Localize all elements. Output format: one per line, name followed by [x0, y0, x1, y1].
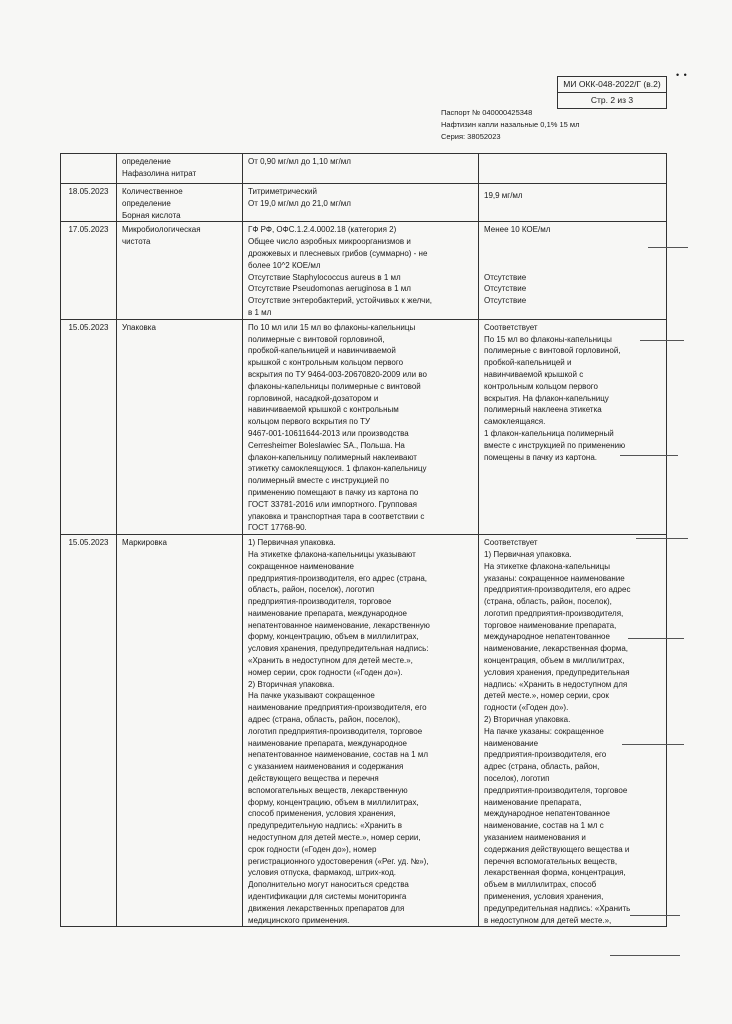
result-cell-line	[484, 236, 661, 248]
result-cell-line: Соответствует	[484, 322, 538, 332]
specification-cell	[243, 319, 479, 534]
test-name-cell	[117, 184, 243, 222]
result-cell-line: предприятия-производителя, торговое	[484, 785, 628, 795]
result-cell-line: контрольным кольцом первого	[484, 381, 598, 391]
table-row	[61, 184, 667, 222]
specification-cell-line: упаковка и транспортная тара в соответствии с	[248, 511, 425, 521]
scan-streak	[610, 955, 680, 956]
page-number: Стр. 2 из 3	[558, 92, 666, 108]
specification-cell-line: недоступном для детей месте.», номер серии,	[248, 833, 421, 843]
specification-cell-line: 1) Первичная упаковка.	[248, 538, 336, 548]
specification-cell-line: Дополнительно могут наноситься средства	[248, 880, 409, 890]
table-row	[61, 154, 667, 184]
result-cell-line	[484, 260, 661, 272]
test-name-cell	[117, 154, 243, 184]
specification-cell	[243, 184, 479, 222]
result-cell	[479, 222, 667, 319]
test-name-cell-line: Нафазолина нитрат	[122, 168, 197, 178]
result-cell-line: содержания действующего вещества и	[484, 844, 630, 854]
specification-cell-line: номер серии, срок годности («Годен до»).	[248, 667, 403, 677]
specification-cell-line: способ применения, условия хранения,	[248, 809, 396, 819]
scan-streak	[628, 638, 684, 639]
scan-streak	[648, 247, 688, 248]
passport-number: Паспорт № 040000425348	[441, 108, 533, 117]
result-cell-line: наименование препарата,	[484, 797, 582, 807]
test-name-cell-line: чистота	[122, 237, 151, 247]
result-cell-line: Отсутствие	[484, 296, 527, 306]
specification-cell-line: медицинского применения.	[248, 915, 350, 925]
result-cell-line: По 15 мл во флаконы-капельницы	[484, 334, 612, 344]
specification-cell-line: флаконы-капельницы полимерные с винтовой	[248, 381, 421, 391]
date-cell: 18.05.2023	[61, 184, 117, 222]
specification-cell-line: На этикетке флакона-капельницы указывают	[248, 549, 416, 559]
result-cell-line: предупредительная надпись: «Хранить	[484, 903, 631, 913]
specification-cell-line: ГФ РФ, ОФС.1.2.4.0002.18 (категория 2)	[248, 225, 397, 235]
result-cell-line: Отсутствие	[484, 284, 527, 294]
document-code-box	[557, 76, 667, 109]
specification-cell-line: в 1 мл	[248, 307, 272, 317]
scan-streak	[622, 744, 684, 745]
specification-cell-line: горловиной, насадкой-дозатором и	[248, 393, 379, 403]
specification-cell-line: От 0,90 мг/мл до 1,10 мг/мл	[248, 157, 351, 166]
test-name-cell-line: Упаковка	[122, 322, 156, 332]
specification-cell-line: идентификации для системы мониторинга	[248, 892, 407, 902]
result-cell	[479, 184, 667, 222]
specification-cell-line: логотип предприятия-производителя, торговое	[248, 726, 423, 736]
specification-cell-line: наименование препарата, международное	[248, 738, 407, 748]
result-cell-line: вместе с инструкцией по применению	[484, 440, 626, 450]
result-cell-line: наименование	[484, 738, 539, 748]
result-cell-line: международное непатентованное	[484, 632, 610, 642]
result-cell-line: полимерные с винтовой горловиной,	[484, 346, 621, 356]
specification-cell-line: более 10^2 КОЕ/мл	[248, 260, 321, 270]
specification-cell-line: наименование предприятия-производителя, его	[248, 703, 427, 713]
specification-cell-line: наименование препарата, международное	[248, 608, 407, 618]
result-cell-line: Отсутствие	[484, 272, 527, 282]
table-row	[61, 222, 667, 319]
specification-cell-line: ГОСТ 17768-90.	[248, 523, 307, 533]
result-cell-line: 2) Вторичная упаковка.	[484, 715, 571, 725]
result-cell-line: вскрытия. На флакон-капельницу	[484, 393, 609, 403]
result-cell-line: самоклеящаяся.	[484, 417, 546, 427]
specification-cell-line: вскрытия по ТУ 9464-003-20670820-2009 или во	[248, 369, 427, 379]
specification-cell-line: От 19,0 мг/мл до 21,0 мг/мл	[248, 198, 351, 208]
scan-streak	[620, 455, 678, 456]
result-cell-line: 1) Первичная упаковка.	[484, 549, 572, 559]
specification-cell-line: Общее число аэробных микроорганизмов и	[248, 237, 411, 247]
specification-cell-line: Титриметрический	[248, 187, 317, 196]
table-row	[61, 535, 667, 927]
specification-cell-line: предупредительную надпись: «Хранить в	[248, 821, 402, 831]
result-cell-line: На этикетке флакона-капельницы	[484, 561, 610, 571]
result-cell-line: навинчиваемой крышкой с	[484, 369, 584, 379]
specification-cell-line: флакон-капельницу полимерный наклеивают	[248, 452, 417, 462]
test-name-cell-line: Борная кислота	[122, 210, 181, 220]
result-cell-line: перечня вспомогательных веществ,	[484, 856, 618, 866]
result-cell-line: предприятия-производителя, его	[484, 750, 607, 760]
test-name-cell	[117, 222, 243, 319]
table-row	[61, 319, 667, 534]
result-cell-line: поселок), логотип	[484, 774, 550, 784]
result-cell-line: 19,9 мг/мл	[484, 191, 523, 200]
specification-cell-line: На пачке указывают сокращенное	[248, 691, 375, 701]
result-cell-line: 1 флакон-капельница полимерный	[484, 428, 614, 438]
result-cell-line: условия хранения, предупредительная	[484, 667, 630, 677]
date-cell: 17.05.2023	[61, 222, 117, 319]
specification-cell-line: вспомогательных веществ, лекарственную	[248, 785, 408, 795]
document-code: МИ ОКК-048-2022/Г (в.2)	[563, 79, 661, 89]
result-cell-line: концентрация, объем в миллилитрах,	[484, 656, 625, 666]
passport-block	[441, 107, 579, 143]
result-cell-line: наименование, состав на 1 мл с	[484, 821, 604, 831]
corner-marks: • •	[676, 70, 688, 80]
specification-cell-line: полимерные с винтовой горловиной,	[248, 334, 385, 344]
specification-cell-line: пробкой-капельницей и навинчиваемой	[248, 346, 396, 356]
result-cell-line: надпись: «Хранить в недоступном для	[484, 679, 628, 689]
result-cell-line: лекарственная форма, концентрация,	[484, 868, 626, 878]
specification-cell-line: сокращенное наименование	[248, 561, 354, 571]
specification-cell-line: крышкой с контрольным кольцом первого	[248, 358, 404, 368]
specification-cell-line: дрожжевых и плесневых грибов (суммарно) - не	[248, 248, 428, 258]
analysis-table	[60, 153, 667, 927]
specification-cell-line: регистрационного удостоверения («Рег. уд. №»),	[248, 856, 429, 866]
specification-cell-line: ГОСТ 33781-2016 или импортного. Групповая	[248, 499, 417, 509]
specification-cell-line: форму, концентрацию, объем в миллилитрах,	[248, 632, 419, 642]
specification-cell-line: форму, концентрацию, объем в миллилитрах,	[248, 797, 419, 807]
result-cell-line: годности («Годен до»).	[484, 703, 569, 713]
specification-cell-line: движения лекарственных препаратов для	[248, 903, 405, 913]
result-cell-line: На пачке указаны: сокращенное	[484, 726, 604, 736]
test-name-cell-line: Микробиологическая	[122, 225, 201, 235]
result-cell-line: в недоступном для детей месте.»,	[484, 915, 612, 925]
specification-cell-line: предприятия-производителя, торговое	[248, 597, 392, 607]
result-cell-line: наименование, лекарственная форма,	[484, 644, 628, 654]
result-cell-line: указаны: сокращенное наименование	[484, 573, 625, 583]
result-cell-line: полимерный наклеена этикетка	[484, 405, 602, 415]
test-name-cell-line: Маркировка	[122, 538, 167, 548]
specification-cell-line: Отсутствие энтеробактерий, устойчивых к желчи,	[248, 296, 433, 306]
test-name-cell-line: определение	[122, 198, 171, 208]
result-cell-line: применения, условия хранения,	[484, 892, 604, 902]
specification-cell-line: этикетку самоклеящуюся. 1 флакон-капельницу	[248, 464, 427, 474]
specification-cell-line: «Хранить в недоступном для детей месте.»,	[248, 656, 413, 666]
specification-cell-line: условия отпуска, фармакод, штрих-код.	[248, 868, 396, 878]
test-name-cell-line: Количественное	[122, 187, 183, 196]
result-cell-line: (страна, область, район, поселок),	[484, 597, 612, 607]
specification-cell-line: кольцом первого вскрытия по ТУ	[248, 417, 371, 427]
specification-cell	[243, 535, 479, 927]
result-cell-line: адрес (страна, область, район,	[484, 762, 600, 772]
date-cell: 15.05.2023	[61, 535, 117, 927]
specification-cell-line: действующего вещества и перечня	[248, 774, 379, 784]
test-name-cell	[117, 319, 243, 534]
product-name: Нафтизин капли назальные 0,1% 15 мл	[441, 120, 580, 129]
result-cell-line: торговое наименование препарата,	[484, 620, 617, 630]
result-cell-line: логотип предприятия-производителя,	[484, 608, 624, 618]
specification-cell	[243, 222, 479, 319]
specification-cell-line: навинчиваемой крышкой с контрольным	[248, 405, 399, 415]
specification-cell-line: адрес (страна, область, район, поселок),	[248, 715, 401, 725]
specification-cell-line: полимерный вместе с инструкцией по	[248, 476, 389, 486]
specification-cell-line: применению помещают в пачку из картона по	[248, 487, 419, 497]
scan-streak	[630, 915, 680, 916]
date-cell: 15.05.2023	[61, 319, 117, 534]
specification-cell-line: 2) Вторичная упаковка.	[248, 679, 335, 689]
specification-cell-line: непатентованное наименование, лекарственную	[248, 620, 430, 630]
result-cell-line	[484, 248, 661, 260]
scan-streak	[636, 538, 688, 539]
result-cell	[479, 319, 667, 534]
specification-cell-line: с указанием наименования и содержания	[248, 762, 404, 772]
specification-cell-line: Cerresheimer Boleslawiec SA., Польша. На	[248, 440, 405, 450]
result-cell-line: Менее 10 КОЕ/мл	[484, 225, 551, 235]
result-cell-line: пробкой-капельницей и	[484, 358, 572, 368]
result-cell	[479, 535, 667, 927]
specification-cell-line: 9467-001-10611644-2013 или производства	[248, 428, 409, 438]
date-cell	[61, 154, 117, 184]
result-cell-line: предприятия-производителя, его адрес	[484, 585, 631, 595]
specification-cell	[243, 154, 479, 184]
result-cell-line: указанием наименования и	[484, 833, 586, 843]
test-name-cell-line: определение	[122, 157, 171, 166]
specification-cell-line: непатентованное наименование, состав на 1 мл	[248, 750, 429, 760]
specification-cell-line: условия хранения, предупредительная надпись:	[248, 644, 429, 654]
result-cell-line: международное непатентованное	[484, 809, 610, 819]
result-cell	[479, 154, 667, 184]
result-cell-line: помещены в пачку из картона.	[484, 452, 597, 462]
result-cell-line: объем в миллилитрах, способ	[484, 880, 597, 890]
specification-cell-line: Отсутствие Staphylococcus aureus в 1 мл	[248, 272, 401, 282]
specification-cell-line: срок годности («Годен до»), номер	[248, 844, 377, 854]
specification-cell-line: предприятия-производителя, его адрес (страна,	[248, 573, 427, 583]
specification-cell-line: Отсутствие Pseudomonas aeruginosa в 1 мл	[248, 284, 411, 294]
result-cell-line: Соответствует	[484, 538, 538, 548]
series-number: Серия: 38052023	[441, 132, 501, 141]
result-cell-line: детей месте.», номер серии, срок	[484, 691, 609, 701]
specification-cell-line: По 10 мл или 15 мл во флаконы-капельницы	[248, 322, 416, 332]
specification-cell-line: область, район, поселок), логотип	[248, 585, 375, 595]
test-name-cell	[117, 535, 243, 927]
scan-streak	[640, 340, 684, 341]
